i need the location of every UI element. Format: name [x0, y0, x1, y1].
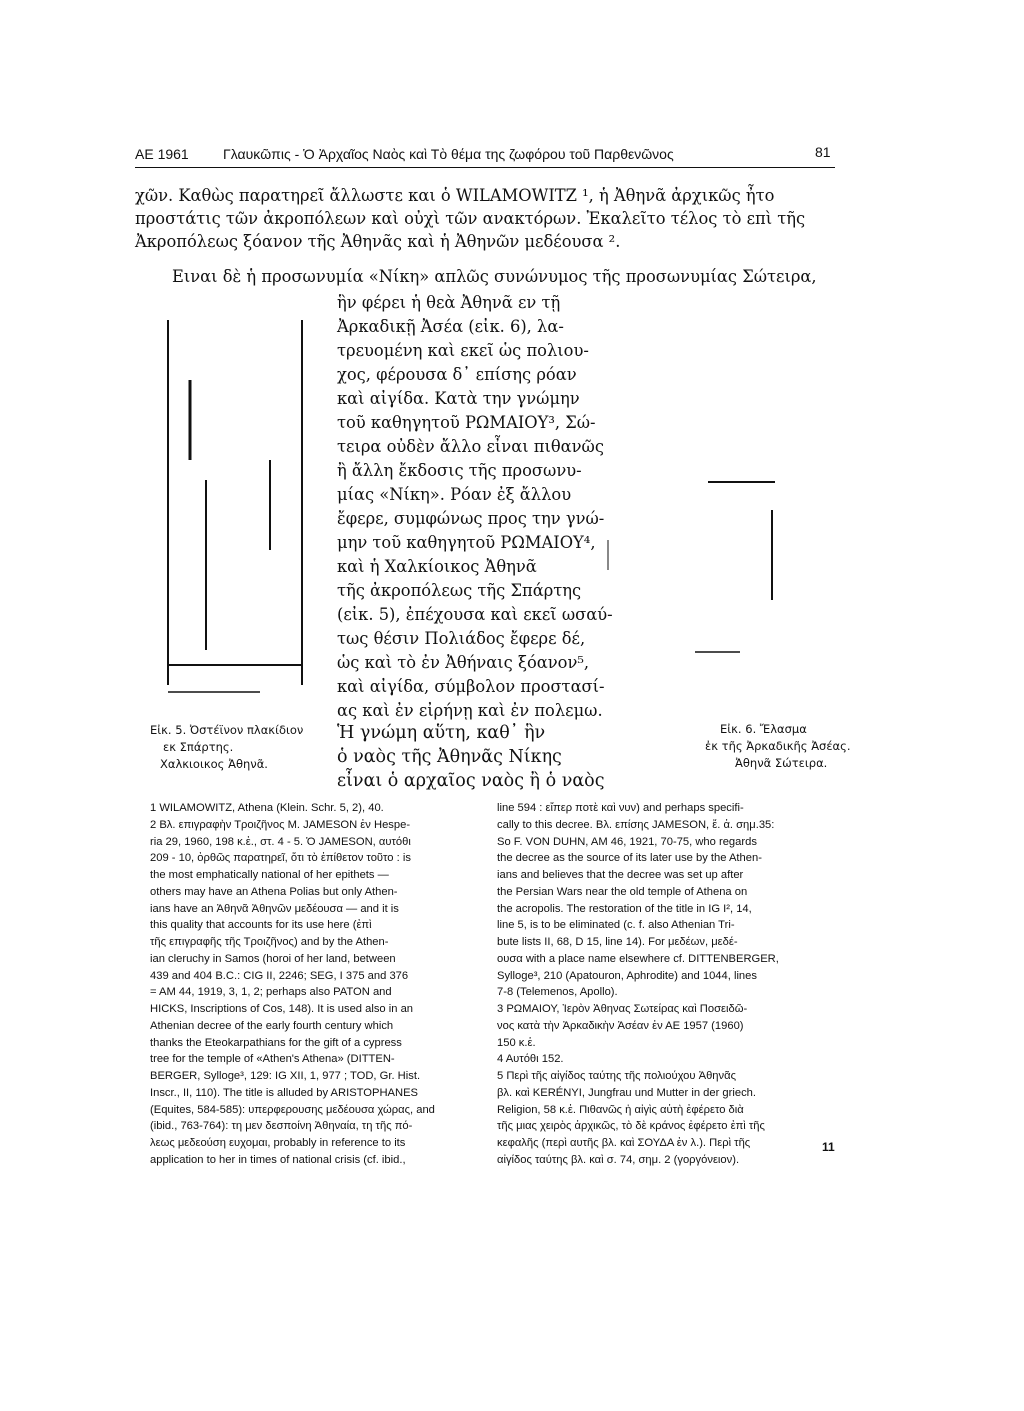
footnote-line: (Equites, 584-585): υπερφερουσης μεδέουσα χώρας, and: [150, 1103, 435, 1116]
footnote-line: HICKS, Inscriptions of Cos, 148). It is used also in an: [150, 1003, 414, 1015]
footnote-line: αἰγίδος ταύτης βλ. καὶ σ. 74, σημ. 2 (γοργόνειον).: [497, 1153, 740, 1166]
footnote-line: BERGER, Sylloge³, 129: IG XII, 1, 977 ; TOD, Gr. Hist.: [150, 1070, 421, 1082]
footnote-line: ians and believes that the decree was set up after: [497, 869, 744, 881]
text-line: Ἡ γνώμη αὕτη, καθ᾽ ἣν: [337, 723, 546, 743]
footnote-line: the acropolis. The restoration of the title in IG I², 14,: [497, 902, 752, 915]
text-line: ἢ ἄλλη ἔκδοσις τῆς προσωνυ-: [337, 461, 582, 480]
text-line: μίας «Νίκη». Ρόαν ἐξ ἄλλου: [337, 485, 572, 504]
text-line: τρευομένη καὶ εκεῖ ὡς πολιου-: [337, 341, 589, 360]
text-line: Ἀκροπόλεως ξόανον τῆς Ἀθηνᾶς καὶ ἡ Ἀθηνῶν μεδέουσα ².: [135, 232, 621, 251]
footnote-line: κεφαλῆς (περὶ αυτῆς βλ. καὶ ΣΟΥΔΑ ἐν λ.). Περὶ τῆς: [497, 1137, 751, 1149]
footnote-line: τῆς επιγραφῆς τῆς Τροιζῆνος) and by the Athen-: [150, 936, 389, 948]
footnote-line: the most emphatically national of her epithets —: [150, 869, 389, 881]
footnote-line: ian cleruchy in Samos (horoi of her land, between: [150, 952, 396, 965]
journal-year: ΑΕ 1961: [135, 146, 189, 162]
footnote-line: line 594 : εἴπερ ποτὲ καὶ νυν) and perhaps specifi-: [497, 802, 744, 814]
caption-line: Χαλκιοικος Ἀθηνᾶ.: [160, 757, 268, 771]
footnote-line: ians have an Ἀθηνᾶ Ἀθηνῶν μεδέουσα — and it is: [150, 902, 399, 915]
caption-line: εκ Σπάρτης.: [163, 740, 234, 754]
footnote-line: line 5, is to be eliminated (c. f. also Athenian Tri-: [497, 919, 735, 932]
caption-line: Εἰκ. 5. Ὀστέϊνον πλακίδιον: [150, 723, 304, 737]
text-line: τοῦ καθηγητοῦ ΡΩΜΑΙΟΥ³, Σώ-: [337, 413, 596, 432]
caption-line: Εἰκ. 6. Ἔλασμα: [720, 722, 807, 736]
footnote-line: the Persian Wars near the old temple of Athena on: [497, 885, 748, 898]
footnote-line: So F. VON DUHN, AM 46, 1921, 70-75, who regards: [497, 835, 757, 848]
text-line: ὡς καὶ τὸ ἐν Ἀθήναις ξόανον⁵,: [337, 653, 590, 672]
text-line: ἔφερε, συμφώνως προς την γνώ-: [337, 509, 605, 528]
footnote-line: bute lists II, 68, D 15, line 14). For μεδέων, μεδέ-: [497, 936, 738, 948]
text-line: καὶ αἰγίδα. Κατὰ την γνώμην: [337, 389, 580, 408]
text-line: καὶ αἰγίδα, σύμβολον προστασί-: [337, 677, 605, 696]
footnote-line: thanks the Eteokarpathians for the gift of a cypress: [150, 1036, 402, 1049]
footnote-line: 4 Αυτόθι 152.: [497, 1053, 564, 1066]
footnote-line: Athenian decree of the early fourth century which: [150, 1019, 394, 1032]
footnote-line: ουσα with a place name elsewhere cf. DITTENBERGER,: [497, 952, 779, 965]
footnote-line: λεως μεδεούση ευχομαι, probably in reference to its: [150, 1137, 406, 1149]
figure-6-sheet-relief: [600, 470, 800, 710]
footnote-line: others may have an Athena Polias but only Athen-: [150, 885, 398, 898]
footnote-line: νος κατὰ τὴν Ἀρκαδικὴν Ἀσέαν ἐν ΑΕ 1957 (1960): [497, 1019, 744, 1032]
text-line: ας καὶ ἐν εἰρήνῃ καὶ ἐν πολεμω.: [337, 701, 603, 720]
footnote-line: 7-8 (Telemenos, Apollo).: [497, 986, 618, 999]
caption-line: Ἀθηνᾶ Σώτειρα.: [735, 756, 828, 770]
footnote-line: 209 - 10, ὀρθῶς παρατηρεῖ, ὅτι τὸ ἐπίθετον τοῦτο : is: [150, 852, 411, 865]
text-line: ὁ ναὸς τῆς Ἀθηνᾶς Νίκης: [337, 747, 562, 767]
running-title: Γλαυκῶπις - Ὁ Ἀρχαῖος Ναὸς καὶ Τὸ θέμα της ζωφόρου τοῦ Παρθενῶνος: [223, 146, 674, 162]
text-line: μην τοῦ καθηγητοῦ ΡΩΜΑΙΟΥ⁴,: [337, 533, 596, 552]
header-rule: [135, 167, 835, 168]
caption-line: ἐκ τῆς Ἀρκαδικῆς Ἀσέας.: [705, 739, 851, 753]
footnote-line: this quality that accounts for its use here (ἐπὶ: [150, 919, 372, 932]
footnote-line: τῆς μιας χειρὸς ἀρχικῶς, τὸ δὲ κράνος ἐφέρετο ἐπὶ τῆς: [497, 1120, 765, 1133]
footnote-line: 150 κ.ἑ.: [497, 1036, 536, 1049]
footnote-line: cally to this decree. Βλ. επίσης JAMESON, ἔ. ἀ. σημ.35:: [497, 818, 775, 831]
text-line: χῶν. Καθὼς παρατηρεῖ ἄλλωστε και ὁ WILAMOWITZ ¹, ἡ Ἀθηνᾶ ἀρχικῶς ἦτο: [135, 186, 775, 205]
footnote-line: the decree as the source of its later use by the Athen-: [497, 852, 762, 865]
text-line: ἣν φέρει ἡ θεὰ Ἀθηνᾶ εν τῇ: [337, 293, 561, 312]
footnote-line: 3 ΡΩΜΑΙΟΥ, Ἱερὸν Ἀθηνας Σωτείρας καὶ Ποσειδῶ-: [497, 1003, 748, 1015]
footnote-line: application to her in times of national crisis (cf. ibid.,: [150, 1153, 406, 1166]
footnote-line: 5 Περὶ τῆς αἰγίδος ταύτης τῆς πολιούχου Ἀθηνᾶς: [497, 1070, 736, 1082]
text-line: προστάτις τῶν ἀκροπόλεων καὶ οὐχὶ τῶν ανακτόρων. Ἐκαλεῖτο τέλος τὸ επὶ τῆς: [135, 209, 806, 228]
footnote-line: 1 WILAMOWITZ, Athena (Klein. Schr. 5, 2), 40.: [150, 802, 384, 814]
text-line: τως θέσιν Πολιάδος ἔφερε δέ,: [337, 629, 586, 648]
text-line: Ειναι δὲ ἡ προσωνυμία «Νίκη» απλῶς συνώνυμος τῆς προσωνυμίας Σώτειρα,: [172, 267, 817, 286]
figure-5-bone-plaque: [150, 300, 320, 705]
page-number: 81: [815, 144, 831, 160]
text-line: τῆς ἀκροπόλεως τῆς Σπάρτης: [337, 581, 582, 600]
footnote-line: 439 and 404 B.C.: CIG II, 2246; SEG, I 375 and 376: [150, 969, 409, 982]
sheet-number: 11: [822, 1140, 835, 1154]
text-line: (εἰκ. 5), ἐπέχουσα καὶ εκεῖ ωσαύ-: [337, 605, 613, 624]
footnote-line: tree for the temple of «Athen's Athena» (DITTEN-: [150, 1053, 395, 1066]
footnote-line: Inscr., II, 110). The title is alluded by ARISTOPHANES: [150, 1086, 418, 1099]
footnote-line: 2 Βλ. επιγραφὴν Τροιζῆνος Μ. JAMESON ἐν Hespe-: [150, 818, 411, 831]
text-line: τειρα οὐδὲν ἄλλο εἶναι πιθανῶς: [337, 437, 604, 456]
text-line: καὶ ἡ Χαλκίοικος Ἀθηνᾶ: [337, 557, 537, 576]
footnote-line: Religion, 58 κ.ἑ. Πιθανῶς ἡ αἰγὶς αὐτὴ ἐφέρετο διὰ: [497, 1103, 744, 1116]
footnote-line: = AM 44, 1919, 3, 1, 2; perhaps also PATON and: [150, 986, 392, 999]
text-line: εἶναι ὁ αρχαῖος ναὸς ἢ ὁ ναὸς: [337, 771, 605, 791]
text-line: χος, φέρουσα δ᾽ επίσης ρόαν: [337, 365, 577, 384]
footnote-line: ria 29, 1960, 198 κ.ἑ., στ. 4 - 5. Ὁ JAMESON, αυτόθι: [150, 835, 411, 848]
footnote-line: (ibid., 763-764): τη μεν δεσποίνη Ἀθηναία, τη τῆς πό-: [150, 1120, 413, 1133]
text-line: Ἀρκαδικῇ Ἀσέα (εἰκ. 6), λα-: [337, 317, 564, 336]
footnote-line: Sylloge³, 210 (Apatouron, Aphrodite) and 1044, lines: [497, 969, 757, 982]
footnote-line: βλ. καὶ KERÉNYI, Jungfrau und Mutter in der griech.: [497, 1086, 757, 1099]
